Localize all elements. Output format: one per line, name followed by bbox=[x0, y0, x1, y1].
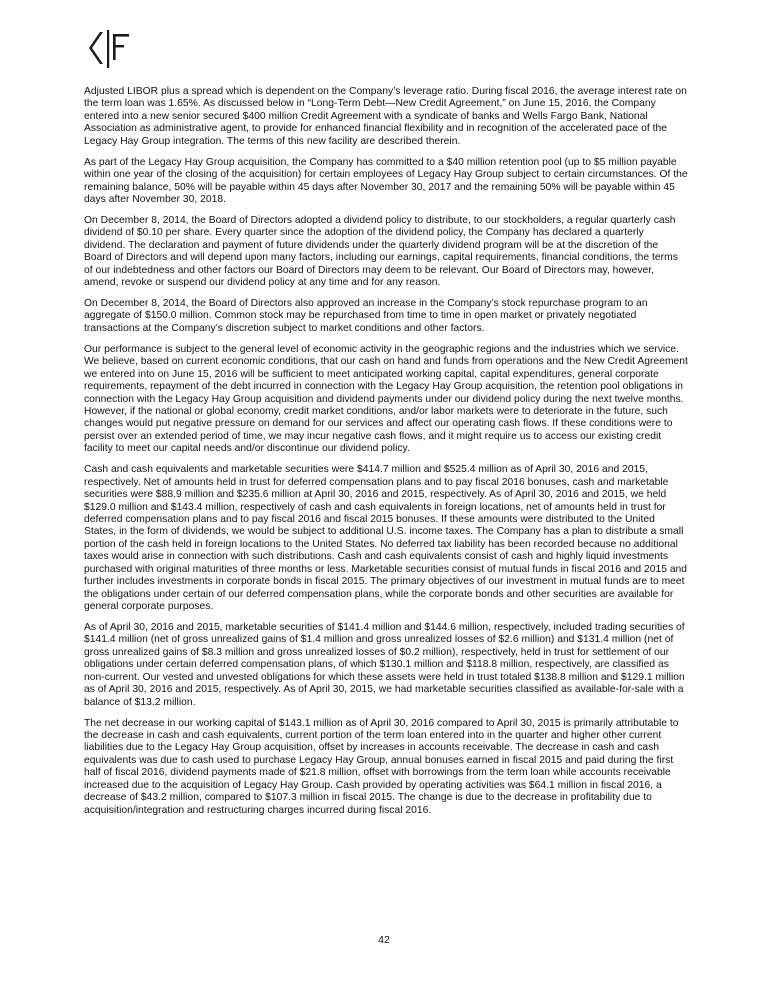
paragraph-cash-equivalents: Cash and cash equivalents and marketable securities were $414.7 million and $525.4 million as of April 30, 2016 and 2015, respectively. Net of amounts held in trust for deferred compensation plans and to pay fiscal 2016 bonuses, cash and marketable securities were $88.9 million and $235.6 million at April 30, 2016 and 2015, respectively. As of April 30, 2016 and 2015, we held $129.0 million and $143.4 million, respectively of cash and cash equivalents in foreign locations, net of amounts held in trust for deferred compensation plans and to pay fiscal 2016 and fiscal 2015 bonuses. If these amounts were distributed to the United States, in the form of dividends, we would be subject to additional U.S. income taxes. The Company has a plan to distribute a small portion of the cash held in foreign locations to the United States. No deferred tax liability has been recorded because no additional taxes would arise in connection with such distributions. Cash and cash equivalents consist of cash and highly liquid investments purchased with original maturities of three months or less. Marketable securities consist of mutual funds in fiscal 2016 and 2015 and further includes investments in corporate bonds in fiscal 2015. The primary objectives of our investment in mutual funds are to meet the obligations under certain of our deferred compensation plans, while the corporate bonds and other securities are available for general corporate purposes. bbox=[84, 464, 688, 613]
document-body bbox=[84, 86, 688, 826]
kf-monogram-icon bbox=[84, 26, 144, 70]
page-number: 42 bbox=[378, 934, 390, 946]
paragraph-performance: Our performance is subject to the general level of economic activity in the geographic regions and the industries which we service. We believe, based on current economic conditions, that our cash on hand and funds from operations and the New Credit Agreement we entered into on June 15, 2016 will be sufficient to meet anticipated working capital, capital expenditures, general corporate requirements, repayment of the debt incurred in connection with the Legacy Hay Group acquisition, the retention pool obligations in connection with the Legacy Hay Group acquisition and dividend payments under our dividend policy during the next twelve months. However, if the national or global economy, credit market conditions, and/or labor markets were to deteriorate in the future, such changes would put negative pressure on demand for our services and affect our operating cash flows. If these conditions were to persist over an extended period of time, we may incur negative cash flows, and it might require us to access our existing credit facility to meet our capital needs and/or discontinue our dividend policy. bbox=[84, 343, 688, 455]
paragraph-term-loan: Adjusted LIBOR plus a spread which is dependent on the Company’s leverage ratio. During fiscal 2016, the average interest rate on the term loan was 1.65%. As discussed below in “Long-Term Debt—New Credit Agreement,” on June 15, 2016, the Company entered into a new senior secured $400 million Credit Agreement with a syndicate of banks and Wells Fargo Bank, National Association as administrative agent, to provide for enhanced financial flexibility and in recognition of the accelerated pace of the Legacy Hay Group integration. The terms of this new facility are described therein. bbox=[84, 86, 687, 147]
paragraph-marketable-securities: As of April 30, 2016 and 2015, marketable securities of $141.4 million and $144.6 million, respectively, included trading securities of $141.4 million (net of gross unrealized gains of $1.4 million and gross unrealized losses of $2.6 million) and $131.4 million (net of gross unrealized gains of $8.3 million and gross unrealized losses of $0.2 million), respectively, held in trust for settlement of our obligations under certain deferred compensation plans, of which $130.1 million and $118.8 million, respectively, are classified as non-current. Our vested and unvested obligations for which these assets were held in trust totaled $138.8 million and $129.1 million as of April 30, 2016 and 2015, respectively. As of April 30, 2015, we had marketable securities classified as available-for-sale with a balance of $13.2 million. bbox=[84, 622, 685, 708]
paragraph-stock-repurchase: On December 8, 2014, the Board of Directors also approved an increase in the Company’s stock repurchase program to an aggregate of $150.0 million. Common stock may be repurchased from time to time in open market or privately negotiated transactions at the Company’s discretion subject to market conditions and other factors. bbox=[84, 297, 648, 334]
paragraph-retention-pool: As part of the Legacy Hay Group acquisition, the Company has committed to a $40 million retention pool (up to $5 million payable within one year of the closing of the acquisition) for certain employees of Legacy Hay Group subject to certain circumstances. Of the remaining balance, 50% will be payable within 45 days after November 30, 2017 and the remaining 50% will be payable within 45 days after November 30, 2018. bbox=[84, 156, 688, 206]
paragraph-working-capital: The net decrease in our working capital of $143.1 million as of April 30, 2016 compared to April 30, 2015 is primarily attributable to the decrease in cash and cash equivalents, current portion of the term loan entered into in the quarter and higher other current liabilities due to the Legacy Hay Group acquisition, offset by increases in accounts receivable. The decrease in cash and cash equivalents was due to cash used to purchase Legacy Hay Group, annual bonuses earned in fiscal 2015 and paid during the first half of fiscal 2016, dividend payments made of $21.8 million, offset with borrowings from the term loan while accounts receivable increased due to the acquisition of Legacy Hay Group. Cash provided by operating activities was $64.1 million in fiscal 2016, a decrease of $43.2 million, compared to $107.3 million in fiscal 2015. The change is due to the decrease in profitability due to acquisition/integration and restructuring charges incurred during fiscal 2016. bbox=[84, 717, 679, 816]
korn-ferry-logo-icon bbox=[84, 26, 144, 70]
paragraph-dividend-policy: On December 8, 2014, the Board of Directors adopted a dividend policy to distribute, to our stockholders, a regular quarterly cash dividend of $0.10 per share. Every quarter since the adoption of the dividend policy, the Company has declared a quarterly dividend. The declaration and payment of future dividends under the quarterly dividend program will be at the discretion of the Board of Directors and will depend upon many factors, including our earnings, capital requirements, financial conditions, the terms of our indebtedness and other factors our Board of Directors may deem to be relevant. Our Board of Directors may, however, amend, revoke or suspend our dividend policy at any time and for any reason. bbox=[84, 214, 678, 289]
